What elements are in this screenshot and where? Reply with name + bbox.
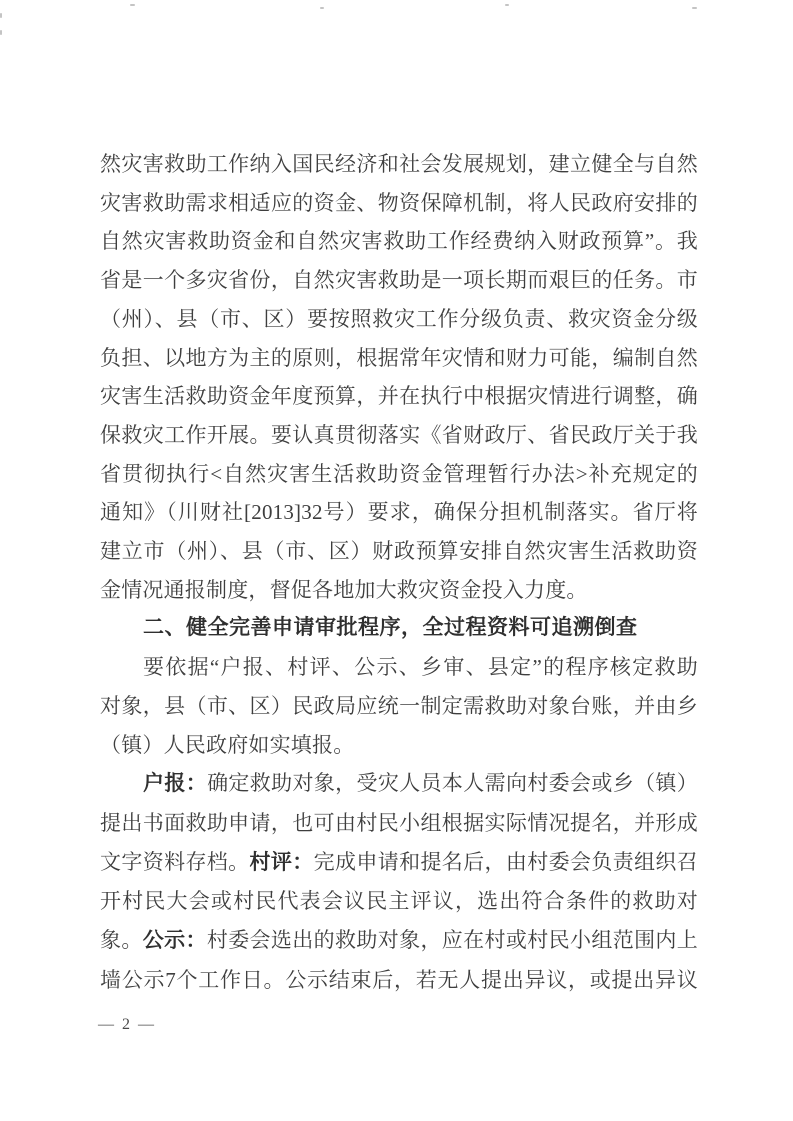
text-line	[100, 184, 698, 223]
text-line	[100, 843, 698, 883]
text-line	[100, 416, 698, 455]
text-line	[100, 804, 698, 843]
text-run: （镇）人民政府如实填报。	[100, 732, 355, 757]
text-line	[100, 571, 698, 610]
text-run: 开村民大会或村民代表会议民主评议，选出符合条件的救助对	[100, 889, 698, 914]
text-run: 负担、以地方为主的原则，根据常年灾情和财力可能，编制自然	[100, 345, 698, 370]
text-run: 二、健全完善申请审批程序，全过程资料可追溯倒查	[143, 616, 638, 640]
text-run: 村委会选出的救助对象，应在村或村民小组范围内上	[206, 928, 698, 953]
text-run: 建立市（州）、县（市、区）财政预算安排自然灾害生活救助资	[100, 539, 698, 564]
text-line	[100, 921, 698, 961]
text-line	[100, 882, 698, 921]
text-line	[100, 455, 698, 494]
scan-edge-mark	[0, 13, 2, 18]
document-body	[100, 145, 698, 999]
text-line	[100, 687, 698, 726]
scan-speck	[692, 7, 697, 9]
text-run: 自然灾害救助资金和自然灾害救助工作经费纳入财政预算”。我	[100, 229, 698, 254]
text-run: 要依据“户报、村评、公示、乡审、县定”的程序核定救助	[143, 655, 698, 680]
text-run: 省贯彻执行<自然灾害生活救助资金管理暂行办法>补充规定的	[100, 461, 698, 486]
scan-edge-mark	[0, 30, 2, 35]
text-run: 文字资料存档。	[100, 849, 250, 874]
text-line	[100, 726, 698, 765]
text-run: 确定救助对象，受灾人员本人需向村委会或乡（镇）	[207, 771, 698, 796]
section-heading	[100, 609, 698, 648]
text-line	[100, 532, 698, 571]
bold-run: 村评：	[249, 850, 314, 874]
text-run: 提出书面救助申请，也可由村民小组根据实际情况提名，并形成	[100, 810, 698, 835]
text-line	[100, 261, 698, 300]
text-line	[100, 764, 698, 804]
text-run: （州）、县（市、区）要按照救灾工作分级负责、救灾资金分级	[100, 306, 698, 331]
text-run: 完成申请和提名后，由村委会负责组织召	[313, 849, 698, 874]
text-run: 保救灾工作开展。要认真贯彻落实《省财政厅、省民政厅关于我	[100, 422, 698, 447]
text-line	[100, 339, 698, 378]
text-run: 省是一个多灾省份，自然灾害救助是一项长期而艰巨的任务。市	[100, 268, 698, 293]
text-line	[100, 961, 698, 1000]
text-run: 金情况通报制度，督促各地加大救灾资金投入力度。	[100, 577, 588, 602]
text-run: 灾害救助需求相适应的资金、物资保障机制，将人民政府安排的	[100, 190, 698, 215]
text-line	[100, 377, 698, 416]
text-run: 象。	[100, 928, 143, 953]
text-line	[100, 222, 698, 261]
text-line	[100, 145, 698, 184]
scan-speck	[130, 4, 135, 6]
text-run: 灾害生活救助资金年度预算，并在执行中根据灾情进行调整，确	[100, 384, 698, 409]
text-run: 通知》（川财社[2013]32号）要求，确保分担机制落实。省厅将	[100, 500, 698, 525]
text-line	[100, 300, 698, 339]
page-number: — 2 —	[98, 1016, 156, 1033]
bold-run: 公示：	[142, 929, 207, 953]
scan-speck	[320, 7, 324, 9]
text-run: 对象，县（市、区）民政局应统一制定需救助对象台账，并由乡	[100, 693, 698, 718]
text-line	[100, 493, 698, 532]
text-run: 然灾害救助工作纳入国民经济和社会发展规划，建立健全与自然	[100, 152, 698, 176]
text-run: 墙公示7个工作日。公示结束后，若无人提出异议，或提出异议	[100, 967, 698, 992]
scan-speck	[505, 4, 509, 6]
bold-run: 户报：	[143, 772, 208, 796]
text-line	[100, 648, 698, 687]
